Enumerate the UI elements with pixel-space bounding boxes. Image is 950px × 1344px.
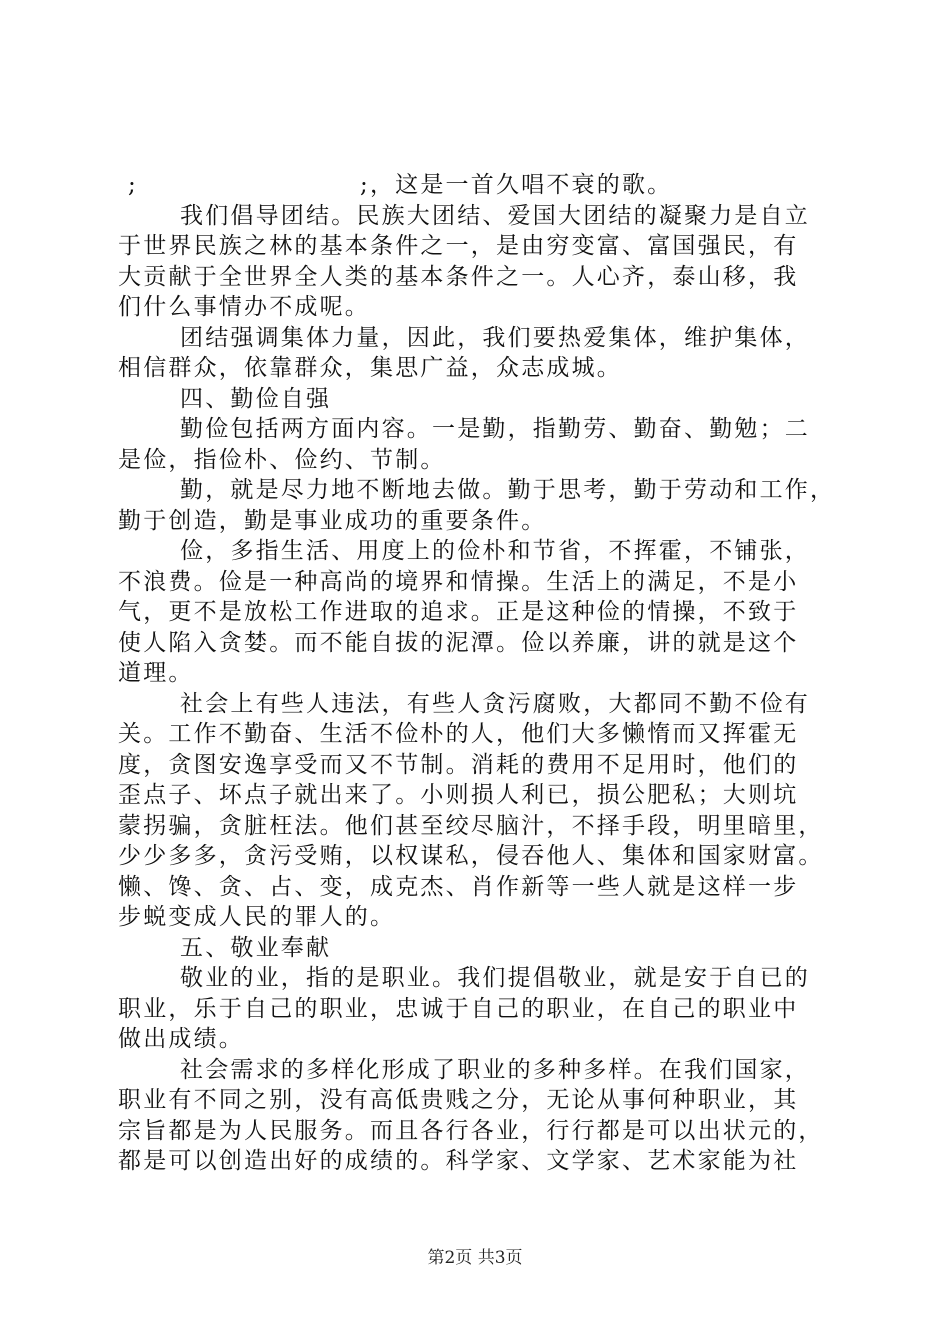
- text-line: 懒、馋、贪、占、变，成克杰、肖作新等一些人就是这样一步: [118, 873, 799, 900]
- text-line: 职业有不同之别，没有高低贵贱之分，无论从事何种职业，其: [118, 1087, 799, 1113]
- text-line: 于世界民族之林的基本条件之一，是由穷变富、富国强民，有: [118, 233, 799, 259]
- text-line: 职业，乐于自己的职业，忠诚于自己的职业，在自己的职业中: [118, 995, 799, 1022]
- text-line: 都是可以创造出好的成绩的。科学家、文学家、艺术家能为社: [118, 1148, 799, 1174]
- text-line: 少少多多，贪污受贿，以权谋私，侵吞他人、集体和国家财富。: [118, 843, 824, 869]
- text-line: 歪点子、坏点子就出来了。小则损人利已，损公肥私；大则坑: [118, 782, 799, 808]
- text-line: 做出成绩。: [118, 1026, 244, 1052]
- text-line: 大贡献于全世界全人类的基本条件之一。人心齐，泰山移，我: [118, 263, 799, 290]
- text-line: 团结强调集体力量，因此，我们要热爱集体，维护集体，: [180, 324, 810, 351]
- first-line-right-fragment: ;，这是一首久唱不衰的歌。: [360, 172, 673, 198]
- text-line: 社会需求的多样化形成了职业的多种多样。在我们国家，: [180, 1056, 810, 1083]
- text-line: 不浪费。俭是一种高尚的境界和情操。生活上的满足，不是小: [118, 568, 799, 595]
- text-line: 勤，就是尽力地不断地去做。勤于思考，勤于劳动和工作，: [180, 477, 836, 503]
- text-line: 五、敬业奉献: [180, 934, 332, 961]
- text-line: 俭，多指生活、用度上的俭朴和节省，不挥霍，不铺张，: [180, 538, 810, 564]
- first-line-left-fragment: ;: [128, 172, 136, 198]
- text-line: 我们倡导团结。民族大团结、爱国大团结的凝聚力是自立: [180, 202, 810, 229]
- paragraph-lines: [118, 201, 838, 1177]
- text-line: 使人陷入贪婪。而不能自拔的泥潭。俭以养廉，讲的就是这个: [118, 629, 799, 656]
- page-footer: 第2页 共3页: [427, 1248, 523, 1268]
- text-line: 相信群众，依靠群众，集思广益，众志成城。: [118, 355, 622, 381]
- text-line: 宗旨都是为人民服务。而且各行各业，行行都是可以出状元的，: [118, 1117, 824, 1144]
- text-line: 是俭，指俭朴、俭约、节制。: [118, 446, 446, 473]
- text-line: 敬业的业，指的是职业。我们提倡敬业，就是安于自已的: [180, 965, 810, 991]
- text-line: 道理。: [118, 660, 194, 686]
- text-line: 们什么事情办不成呢。: [118, 294, 370, 320]
- text-line: 四、勤俭自强: [180, 385, 332, 412]
- first-line: [118, 170, 838, 201]
- document-body: [118, 170, 838, 1177]
- text-line: 勤俭包括两方面内容。一是勤，指勤劳、勤奋、勤勉；二: [180, 416, 810, 442]
- text-line: 步蜕变成人民的罪人的。: [118, 904, 396, 930]
- text-line: 度，贪图安逸享受而又不节制。消耗的费用不足用时，他们的: [118, 751, 799, 778]
- text-line: 蒙拐骗，贪脏枉法。他们甚至绞尽脑汁，不择手段，明里暗里，: [118, 812, 824, 839]
- text-line: 社会上有些人违法，有些人贪污腐败，大都同不勤不俭有: [180, 690, 810, 717]
- text-line: 勤于创造，勤是事业成功的重要条件。: [118, 507, 547, 534]
- text-line: 气，更不是放松工作进取的追求。正是这种俭的情操，不致于: [118, 599, 799, 625]
- text-line: 关。工作不勤奋、生活不俭朴的人，他们大多懒惰而又挥霍无: [118, 721, 799, 747]
